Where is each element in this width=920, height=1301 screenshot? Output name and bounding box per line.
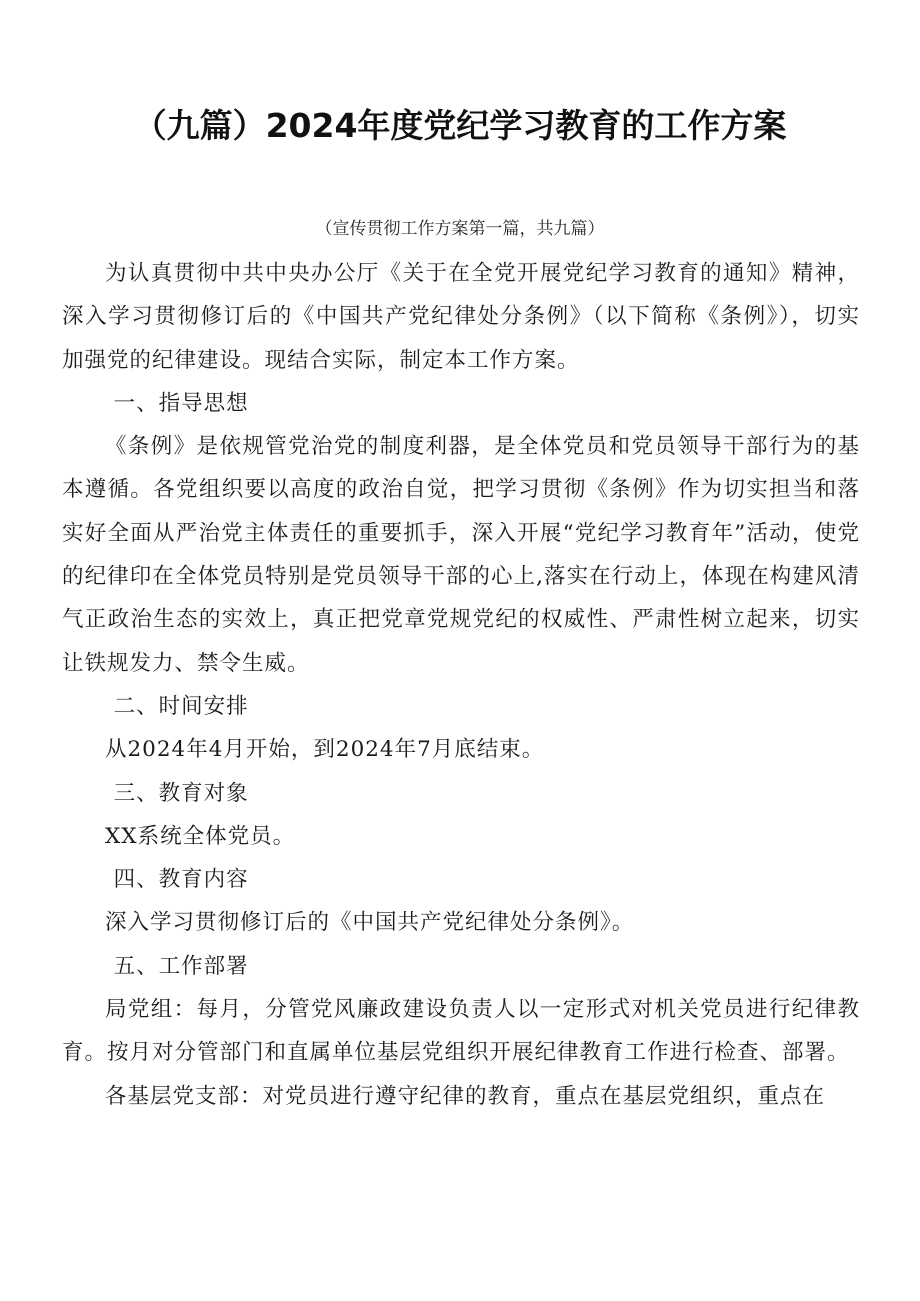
document-title: （九篇）2024年度党纪学习教育的工作方案 bbox=[133, 106, 787, 145]
audience-paragraph: XX系统全体党员。 bbox=[105, 823, 296, 849]
guiding-ideology-paragraph: 《条例》是依规管党治党的制度利器，是全体党员和党员领导干部行为的基本遵循。各党组织要以高度的政治自觉，把学习贯彻《条例》作为切实担当和落实好全面从严治党主体责任的重要抓手，深入开展“党纪学习教育年”活动，使党的纪律印在全体党员特别是党员领导干部的心上,落实在行动上，体现在构建风清气正政治生态的实效上，真正把党章党规党纪的权威性、严肃性树立起来，切实让铁规发力、禁令生威。 bbox=[62, 434, 860, 676]
section-heading-audience: 三、教育对象 bbox=[113, 780, 249, 806]
section-heading-guiding-ideology: 一、指导思想 bbox=[113, 390, 249, 416]
intro-paragraph: 为认真贯彻中共中央办公厅《关于在全党开展党纪学习教育的通知》精神，深入学习贯彻修订后的《中国共产党纪律处分条例》（以下简称《条例》），切实加强党的纪律建设。现结合实际，制定本工作方案。 bbox=[62, 261, 860, 373]
content-paragraph: 深入学习贯彻修订后的《中国共产党纪律处分条例》。 bbox=[105, 910, 635, 936]
document-body bbox=[62, 252, 860, 1118]
section-heading-content: 四、教育内容 bbox=[113, 867, 249, 893]
deployment-paragraph-branches: 各基层党支部：对党员进行遵守纪律的教育，重点在基层党组织，重点在 bbox=[105, 1083, 826, 1109]
schedule-paragraph: 从2024年4月开始，到2024年7月底结束。 bbox=[105, 737, 545, 763]
document-subtitle: （宣传贯彻工作方案第一篇，共九篇） bbox=[315, 219, 605, 239]
section-heading-deployment: 五、工作部署 bbox=[113, 953, 249, 979]
section-heading-schedule: 二、时间安排 bbox=[113, 693, 249, 719]
deployment-paragraph-party-group: 局党组：每月，分管党风廉政建设负责人以一定形式对机关党员进行纪律教育。按月对分管部门和直属单位基层党组织开展纪律教育工作进行检查、部署。 bbox=[62, 997, 860, 1066]
